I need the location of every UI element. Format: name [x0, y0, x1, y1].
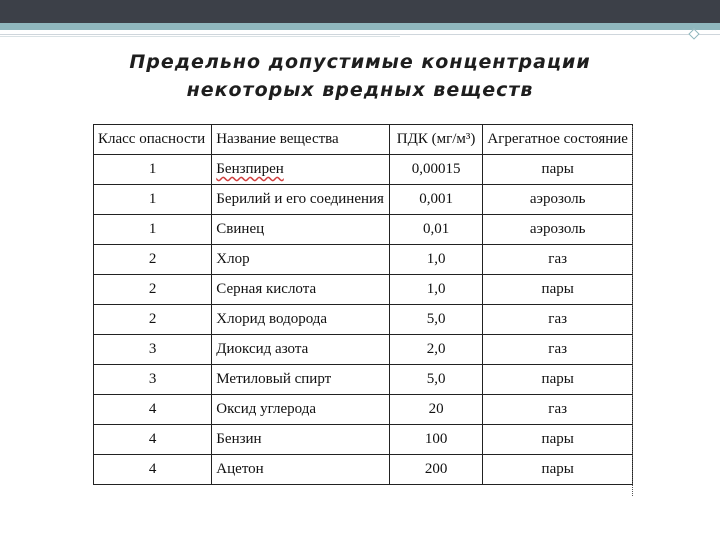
cell-name: Свинец [212, 215, 390, 245]
cell-state: пары [483, 155, 633, 185]
cell-state: пары [483, 365, 633, 395]
cell-pdk: 1,0 [389, 245, 483, 275]
table-row [94, 455, 633, 485]
cell-name: Ацетон [212, 455, 390, 485]
cell-pdk: 2,0 [389, 335, 483, 365]
cell-class: 2 [94, 275, 212, 305]
cell-name: Хлор [212, 245, 390, 275]
cell-name: Бензин [212, 425, 390, 455]
header-name: Название вещества [212, 125, 390, 155]
slide-title [40, 48, 680, 104]
header-state: Агрегатное состояние [483, 125, 633, 155]
title-line-1: Предельно допустимые концентрации [129, 51, 591, 73]
cell-name: Хлорид водорода [212, 305, 390, 335]
cell-state: газ [483, 245, 633, 275]
cell-class: 4 [94, 425, 212, 455]
table-body [94, 155, 633, 485]
table-row [94, 365, 633, 395]
cell-name: Метиловый спирт [212, 365, 390, 395]
dotted-guide-line [632, 126, 633, 496]
table-row [94, 305, 633, 335]
header-class: Класс опасности [94, 125, 212, 155]
cell-state: пары [483, 275, 633, 305]
table-row [94, 395, 633, 425]
table-row [94, 425, 633, 455]
cell-name: Берилий и его соединения [212, 185, 390, 215]
top-accent-bar [0, 23, 720, 30]
cell-pdk: 5,0 [389, 305, 483, 335]
cell-class: 2 [94, 245, 212, 275]
cell-class: 1 [94, 215, 212, 245]
table-row [94, 245, 633, 275]
cell-name: Бензпирен [212, 155, 390, 185]
cell-class: 2 [94, 305, 212, 335]
diamond-marker-icon [688, 28, 699, 39]
table-row [94, 185, 633, 215]
table-row [94, 335, 633, 365]
cell-state: газ [483, 305, 633, 335]
cell-pdk: 0,01 [389, 215, 483, 245]
cell-pdk: 1,0 [389, 275, 483, 305]
top-rule-accent [0, 36, 400, 37]
cell-state: газ [483, 395, 633, 425]
top-rule-line [0, 34, 720, 35]
cell-class: 1 [94, 185, 212, 215]
cell-class: 4 [94, 395, 212, 425]
table-header-row [94, 125, 633, 155]
cell-pdk: 20 [389, 395, 483, 425]
cell-state: аэрозоль [483, 215, 633, 245]
cell-name: Диоксид азота [212, 335, 390, 365]
cell-class: 3 [94, 365, 212, 395]
cell-state: пары [483, 455, 633, 485]
header-pdk: ПДК (мг/м³) [389, 125, 483, 155]
cell-state: газ [483, 335, 633, 365]
cell-pdk: 0,001 [389, 185, 483, 215]
top-dark-bar [0, 0, 720, 23]
cell-name: Оксид углерода [212, 395, 390, 425]
title-line-2: некоторых вредных веществ [186, 79, 534, 101]
cell-pdk: 0,00015 [389, 155, 483, 185]
pdk-table [93, 124, 633, 485]
cell-state: аэрозоль [483, 185, 633, 215]
pdk-table-container [93, 124, 633, 485]
table-row [94, 215, 633, 245]
cell-name: Серная кислота [212, 275, 390, 305]
cell-pdk: 200 [389, 455, 483, 485]
table-row [94, 275, 633, 305]
cell-pdk: 100 [389, 425, 483, 455]
table-row [94, 155, 633, 185]
cell-class: 4 [94, 455, 212, 485]
cell-state: пары [483, 425, 633, 455]
cell-pdk: 5,0 [389, 365, 483, 395]
cell-class: 1 [94, 155, 212, 185]
cell-class: 3 [94, 335, 212, 365]
